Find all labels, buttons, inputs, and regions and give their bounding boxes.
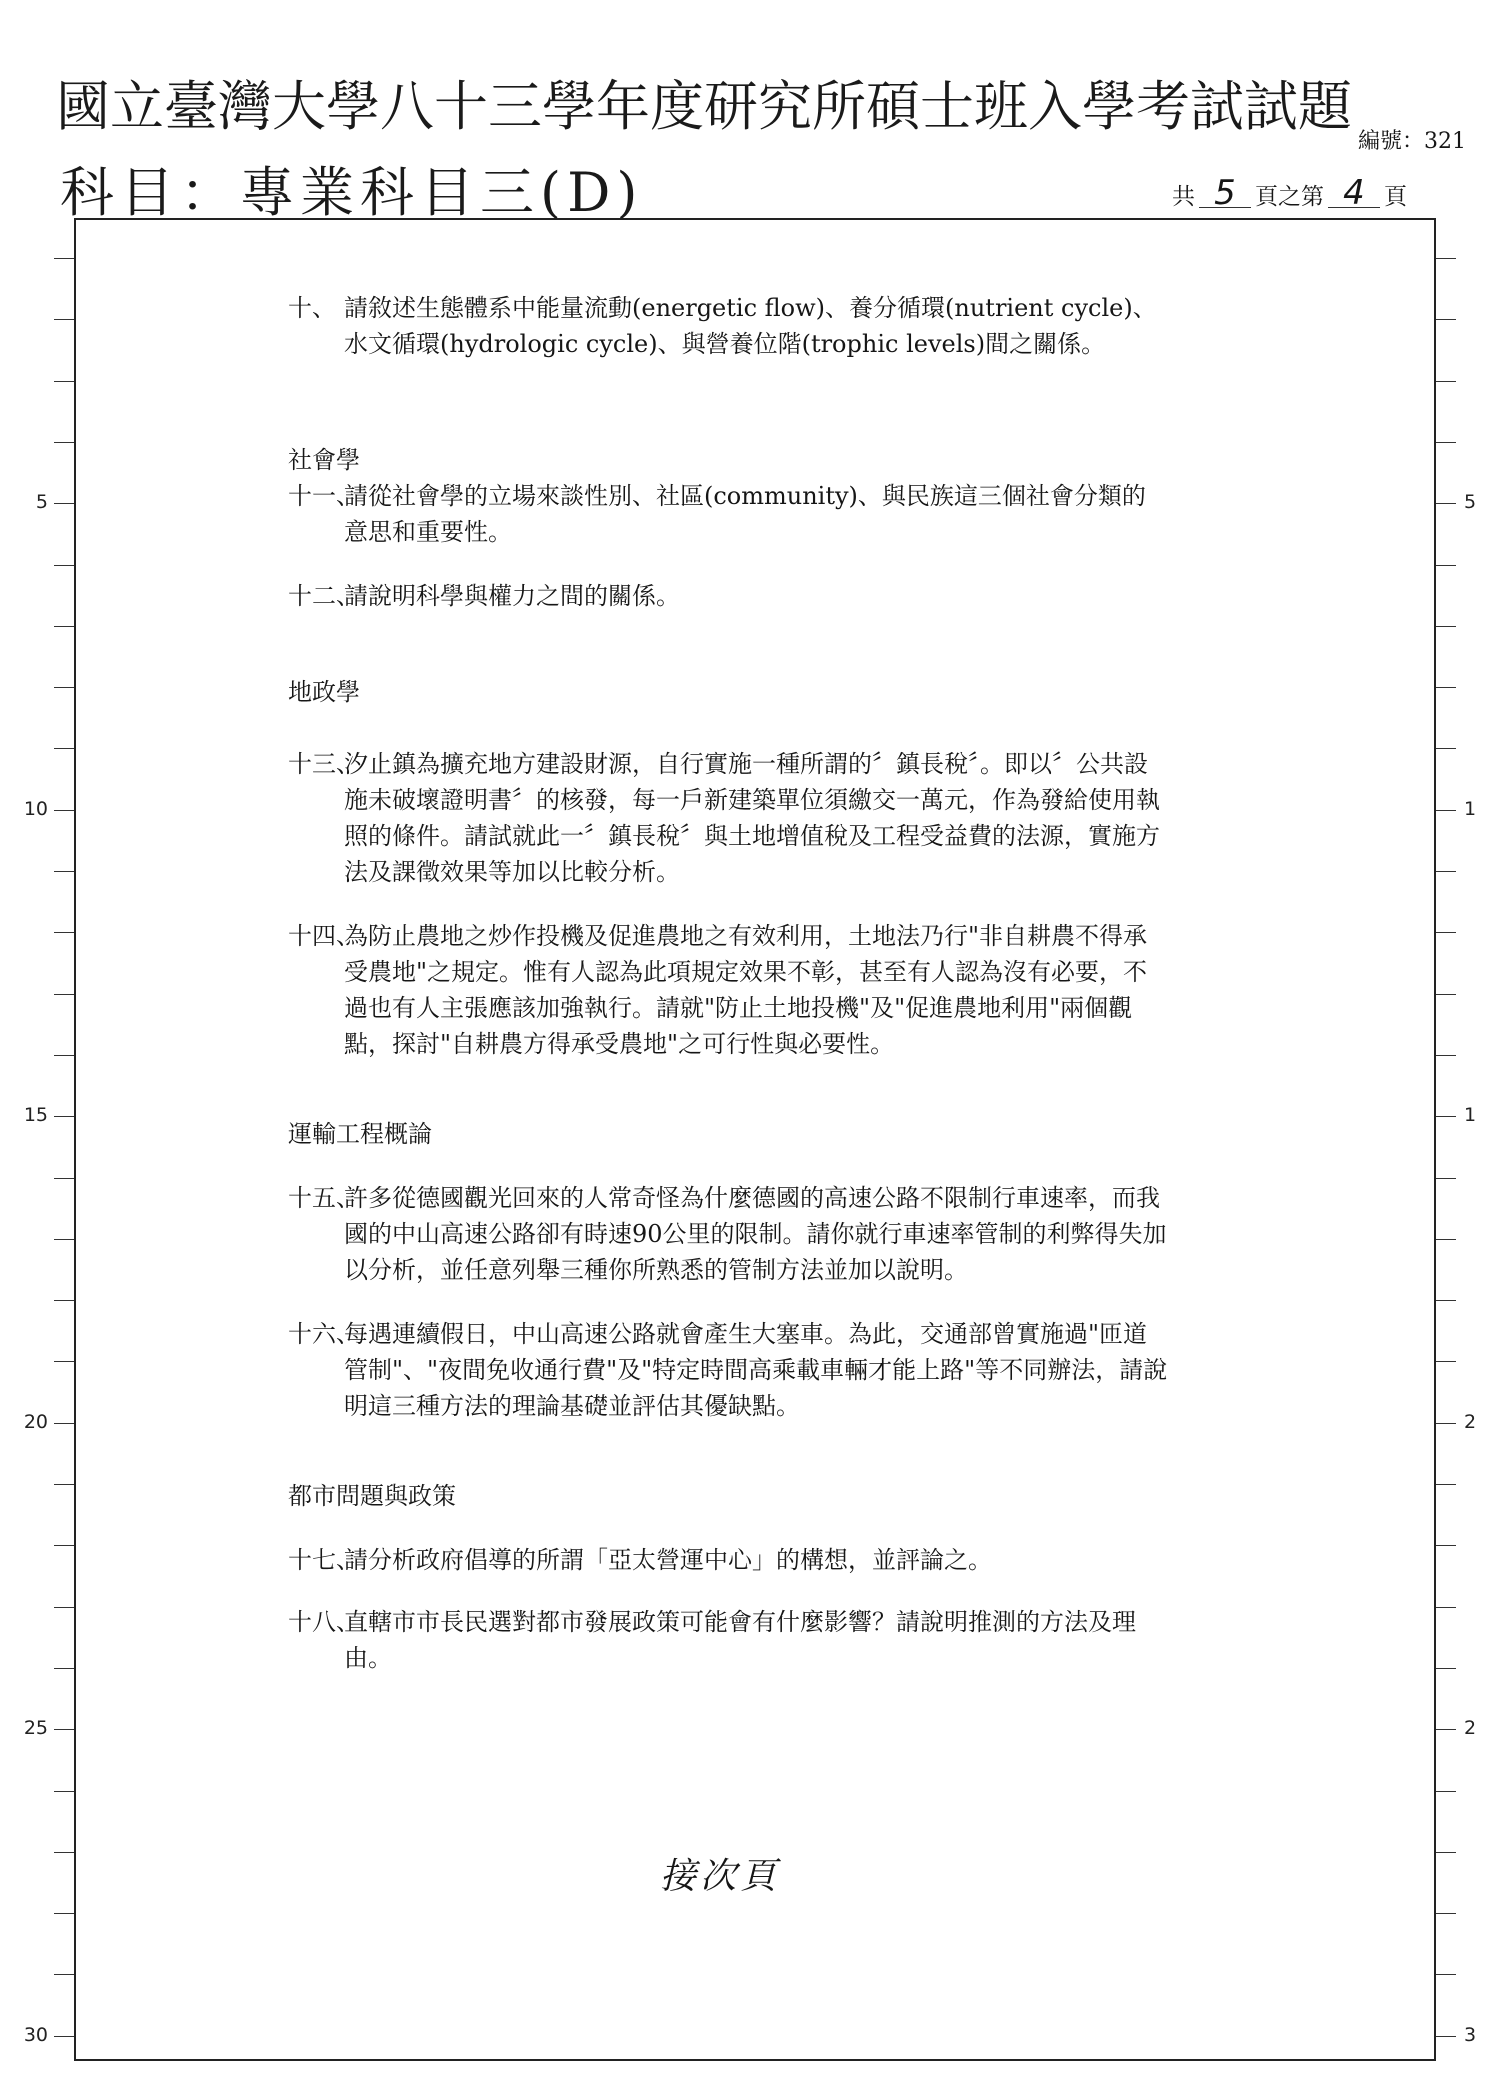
section-heading-sociology: 社會學 <box>288 446 360 474</box>
subject-title: 科目：專業科目三(D) <box>60 161 644 224</box>
question-10 <box>288 290 1168 362</box>
ruler-tick <box>1436 1668 1456 1669</box>
ruler-tick <box>54 810 74 811</box>
ruler-tick <box>1436 1361 1456 1362</box>
question-13 <box>288 746 1168 890</box>
ruler-tick <box>1436 381 1456 382</box>
ruler-tick <box>1436 319 1456 320</box>
ruler-line-number: 15 <box>23 1104 48 1127</box>
question-number: 十一、 <box>288 482 360 510</box>
ruler-tick <box>54 1055 74 1056</box>
left-line-ruler <box>23 218 94 2061</box>
ruler-tick <box>1436 1607 1456 1608</box>
ruler-tick <box>54 565 74 566</box>
ruler-line-number: 1 <box>1464 797 1477 820</box>
ruler-tick <box>1436 1178 1456 1179</box>
ruler-line-number: 30 <box>23 2023 48 2046</box>
ruler-tick <box>54 871 74 872</box>
ruler-tick <box>54 1178 74 1179</box>
question-number: 十、 <box>288 294 336 322</box>
ruler-tick <box>1436 1913 1456 1914</box>
continue-next-page-note: 接次頁 <box>660 1856 781 1897</box>
question-14 <box>288 918 1168 1062</box>
page-total: 5 <box>1199 179 1251 208</box>
ruler-line-number: 10 <box>23 797 48 820</box>
ruler-tick <box>1436 810 1456 811</box>
question-number: 十三、 <box>288 750 360 778</box>
ruler-tick <box>54 1300 74 1301</box>
question-15 <box>288 1180 1168 1288</box>
question-18 <box>288 1604 1168 1676</box>
ruler-tick <box>1436 871 1456 872</box>
question-number: 十七、 <box>288 1546 360 1574</box>
right-line-ruler <box>1436 218 1476 2061</box>
page-suffix: 頁 <box>1384 184 1407 210</box>
ruler-tick <box>54 1974 74 1975</box>
ruler-tick <box>1436 1791 1456 1792</box>
page-middle: 頁之第 <box>1255 184 1324 210</box>
ruler-tick <box>54 748 74 749</box>
ruler-tick <box>1436 687 1456 688</box>
section-heading-land-administration: 地政學 <box>288 678 360 706</box>
ruler-tick <box>54 626 74 627</box>
section-heading-transportation: 運輸工程概論 <box>288 1120 432 1148</box>
question-text: 請說明科學與權力之間的關係。 <box>344 582 680 610</box>
ruler-tick <box>1436 258 1456 259</box>
question-text: 汐止鎮為擴充地方建設財源，自行實施一種所謂的〞鎮長稅〞。即以〞公共設施未破壞證明書〞的核發，每一戶新建築單位須繳交一萬元，作為發給使用執照的條件。請試就此一〞鎮長稅〞與土地增值稅及工程受益費的法源，實施方法及課徵效果等加以比較分析。 <box>344 750 1160 886</box>
question-11 <box>288 478 1168 550</box>
ruler-tick <box>54 994 74 995</box>
ruler-tick <box>1436 1300 1456 1301</box>
ruler-tick <box>1436 626 1456 627</box>
ruler-line-number: 3 <box>1464 2023 1477 2046</box>
serial-number: 編號：321 <box>1358 129 1466 154</box>
ruler-tick <box>54 1668 74 1669</box>
ruler-line-number: 2 <box>1464 1410 1477 1433</box>
question-text: 每遇連續假日，中山高速公路就會產生大塞車。為此，交通部曾實施過"匝道管制"、"夜間免收通行費"及"特定時間高乘載車輛才能上路"等不同辦法，請說明這三種方法的理論基礎並評估其優缺點。 <box>344 1320 1168 1420</box>
ruler-tick <box>54 1361 74 1362</box>
question-text: 許多從德國觀光回來的人常奇怪為什麼德國的高速公路不限制行車速率，而我國的中山高速公路卻有時速90公里的限制。請你就行車速率管制的利弊得失加以分析，並任意列舉三種你所熟悉的管制方法並加以說明。 <box>344 1184 1167 1284</box>
question-number: 十四、 <box>288 922 360 950</box>
ruler-tick <box>54 442 74 443</box>
ruler-line-number: 25 <box>23 1717 48 1740</box>
question-text: 請從社會學的立場來談性別、社區(community)、與民族這三個社會分類的意思和重要性。 <box>344 482 1146 546</box>
question-number: 十五、 <box>288 1184 360 1212</box>
ruler-line-number: 5 <box>1464 491 1477 514</box>
ruler-tick <box>1436 932 1456 933</box>
question-number: 十八、 <box>288 1608 360 1636</box>
ruler-tick <box>54 258 74 259</box>
ruler-tick <box>1436 1545 1456 1546</box>
question-text: 請敘述生態體系中能量流動(energetic flow)、養分循環(nutrient cycle)、水文循環(hydrologic cycle)、與營養位階(trophic levels)間之關係。 <box>344 294 1157 358</box>
ruler-tick <box>54 1545 74 1546</box>
ruler-tick <box>54 1729 74 1730</box>
ruler-tick <box>1436 2036 1456 2037</box>
exam-title: 國立臺灣大學八十三學年度研究所碩士班入學考試試題 <box>56 75 1352 138</box>
ruler-tick <box>54 687 74 688</box>
page-indicator <box>1172 173 1407 213</box>
question-16 <box>288 1316 1168 1424</box>
ruler-tick <box>54 319 74 320</box>
ruler-line-number: 1 <box>1464 1104 1477 1127</box>
question-text: 請分析政府倡導的所謂「亞太營運中心」的構想，並評論之。 <box>344 1546 992 1574</box>
ruler-tick <box>1436 1852 1456 1853</box>
ruler-tick <box>1436 565 1456 566</box>
ruler-tick <box>54 1913 74 1914</box>
question-17 <box>288 1542 1168 1578</box>
ruler-tick <box>54 2036 74 2037</box>
question-number: 十六、 <box>288 1320 360 1348</box>
ruler-tick <box>54 1116 74 1117</box>
ruler-line-number: 2 <box>1464 1717 1477 1740</box>
ruler-tick <box>54 381 74 382</box>
question-text: 直轄市市長民選對都市發展政策可能會有什麼影響？請說明推測的方法及理由。 <box>344 1608 1136 1672</box>
section-heading-urban-policy: 都市問題與政策 <box>288 1482 456 1510</box>
page-prefix: 共 <box>1172 184 1195 210</box>
ruler-tick <box>1436 1239 1456 1240</box>
question-content <box>288 290 1168 1676</box>
ruler-tick <box>54 1239 74 1240</box>
ruler-tick <box>1436 994 1456 995</box>
ruler-tick <box>54 1607 74 1608</box>
ruler-tick <box>54 1852 74 1853</box>
question-text: 為防止農地之炒作投機及促進農地之有效利用，土地法乃行"非自耕農不得承受農地"之規定。惟有人認為此項規定效果不彰，甚至有人認為沒有必要，不過也有人主張應該加強執行。請就"防止土地投機"及"促進農地利用"兩個觀點，探討"自耕農方得承受農地"之可行性與必要性。 <box>344 922 1148 1058</box>
ruler-tick <box>1436 1423 1456 1424</box>
ruler-tick <box>54 1791 74 1792</box>
ruler-tick <box>1436 1055 1456 1056</box>
ruler-tick <box>1436 1974 1456 1975</box>
question-number: 十二、 <box>288 582 360 610</box>
ruler-tick <box>54 1484 74 1485</box>
ruler-line-number: 20 <box>23 1410 48 1433</box>
ruler-tick <box>54 1423 74 1424</box>
question-12 <box>288 578 1168 614</box>
ruler-tick <box>1436 442 1456 443</box>
ruler-tick <box>54 932 74 933</box>
ruler-tick <box>1436 503 1456 504</box>
ruler-line-number: 5 <box>35 491 48 514</box>
ruler-tick <box>54 503 74 504</box>
ruler-tick <box>1436 1729 1456 1730</box>
ruler-tick <box>1436 1484 1456 1485</box>
ruler-tick <box>1436 1116 1456 1117</box>
page-current: 4 <box>1328 179 1380 208</box>
ruler-tick <box>1436 748 1456 749</box>
